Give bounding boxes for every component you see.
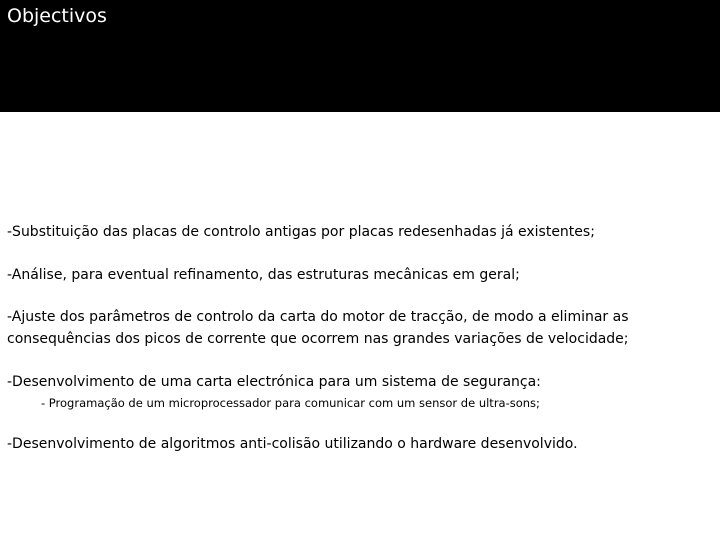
slide-title: Objectivos <box>7 5 107 27</box>
bullet-item <box>7 264 520 286</box>
bullet-line: -Substituição das placas de controlo antigas por placas redesenhadas já existentes; <box>7 224 595 240</box>
bullet-line: -Desenvolvimento de algoritmos anti-colisão utilizando o hardware desenvolvido. <box>7 436 578 452</box>
title-bar <box>0 0 720 112</box>
bullet-item <box>7 221 595 243</box>
bullet-item <box>7 371 541 393</box>
bullet-item <box>7 306 629 350</box>
bullet-line: -Ajuste dos parâmetros de controlo da carta do motor de tracção, de modo a eliminar as <box>7 309 629 325</box>
bullet-item <box>7 433 578 455</box>
bullet-line: -Desenvolvimento de uma carta electrónica para um sistema de segurança: <box>7 374 541 390</box>
bullet-line: consequências dos picos de corrente que ocorrem nas grandes variações de velocidade; <box>7 331 629 347</box>
bullet-line: -Análise, para eventual refinamento, das estruturas mecânicas em geral; <box>7 267 520 283</box>
sub-bullet-item: - Programação de um microprocessador para comunicar com um sensor de ultra-sons; <box>41 396 540 410</box>
